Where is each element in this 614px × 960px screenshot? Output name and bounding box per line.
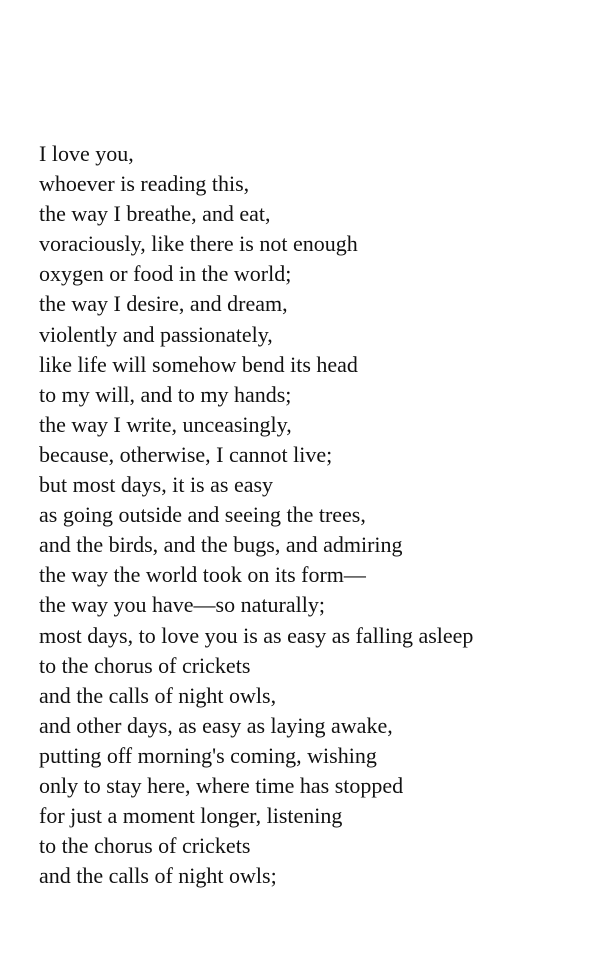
poem-line: the way I write, unceasingly, (39, 411, 292, 437)
poem-line: voraciously, like there is not enough (39, 231, 358, 257)
poem-line: to the chorus of crickets (39, 652, 251, 678)
poem-line: but most days, it is as easy (39, 472, 274, 498)
poem-line: the way you have—so naturally; (39, 592, 325, 618)
poem-line: to the chorus of crickets (39, 833, 251, 859)
poem-line: as going outside and seeing the trees, (39, 502, 366, 528)
poem-line: the way I breathe, and eat, (39, 201, 271, 227)
poem-line: most days, to love you is as easy as falling asleep (39, 622, 474, 648)
poem-line: and the birds, and the bugs, and admiring (39, 532, 403, 558)
poem-line: to my will, and to my hands; (39, 381, 292, 407)
poem-line: oxygen or food in the world; (39, 261, 292, 287)
poem-line: for just a moment longer, listening (39, 803, 343, 829)
poem-line: the way I desire, and dream, (39, 291, 288, 317)
poem-line: and other days, as easy as laying awake, (39, 712, 393, 738)
poem-line: whoever is reading this, (39, 171, 250, 197)
poem-line: like life will somehow bend its head (39, 351, 358, 377)
poem-line: only to stay here, where time has stopped (39, 772, 404, 798)
poem-line: I love you, (39, 141, 134, 166)
poem-line: violently and passionately, (39, 321, 273, 347)
poem-line: the way the world took on its form— (39, 562, 366, 588)
poem-line: because, otherwise, I cannot live; (39, 441, 333, 467)
poem-line: and the calls of night owls; (39, 863, 277, 889)
poem-text (39, 139, 599, 891)
poem-line: putting off morning's coming, wishing (39, 742, 377, 768)
poem-line: and the calls of night owls, (39, 682, 277, 708)
